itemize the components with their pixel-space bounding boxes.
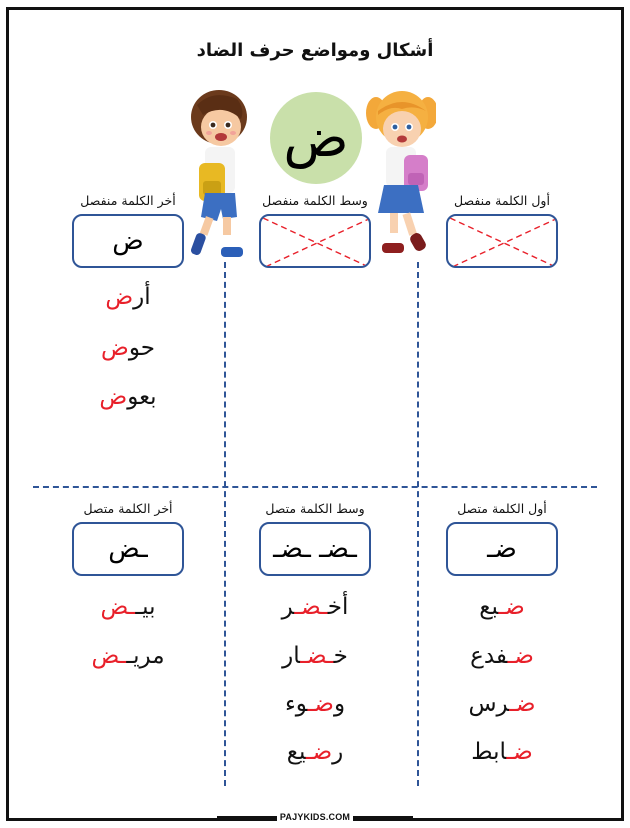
- footer-rule-right: [353, 816, 413, 818]
- form-box-end-connected: ـض: [72, 522, 184, 576]
- row-divider: [33, 486, 597, 488]
- example-word: ضـبع: [479, 594, 525, 620]
- page-title: أشكال ومواضع حرف الضاد: [196, 40, 434, 61]
- form-box-middle-separate-crossed: [259, 214, 371, 268]
- form-box-start-separate-crossed: [446, 214, 558, 268]
- label-start-separate: أول الكلمة منفصل: [454, 193, 550, 208]
- column-divider-right: [417, 262, 419, 786]
- example-word: رضـيع: [286, 739, 344, 765]
- girl-illustration-icon: [366, 85, 436, 263]
- boy-illustration-icon: [183, 85, 249, 263]
- column-divider-left: [224, 262, 226, 786]
- example-word: ضـفدع: [470, 643, 534, 669]
- label-end-connected: أخر الكلمة متصل: [83, 501, 173, 516]
- cross-out-icon: [261, 216, 371, 268]
- label-start-connected: أول الكلمة متصل: [457, 501, 547, 516]
- footer-rule-left: [217, 816, 277, 818]
- example-word: أخـضـر: [281, 594, 349, 620]
- example-word: ضـرس: [468, 691, 536, 717]
- example-word: ضـابط: [471, 739, 533, 765]
- footer-brand: [0, 810, 630, 824]
- label-middle-separate: وسط الكلمة منفصل: [262, 193, 368, 208]
- cross-out-icon: [448, 216, 558, 268]
- example-word: مريــض: [91, 643, 165, 669]
- label-end-separate: أخر الكلمة منفصل: [80, 193, 176, 208]
- brand-text: PAJYKIDS.COM: [277, 812, 353, 822]
- example-word: بعوض: [99, 384, 157, 410]
- form-box-middle-connected: ـضـ ـضـ: [259, 522, 371, 576]
- form-box-end-separate: ض: [72, 214, 184, 268]
- letter-circle: ض: [270, 92, 362, 184]
- example-word: بيــض: [100, 594, 156, 620]
- example-word: أرض: [105, 284, 151, 310]
- example-word: خـضـار: [282, 643, 348, 669]
- example-word: حوض: [101, 335, 155, 361]
- label-middle-connected: وسط الكلمة متصل: [265, 501, 365, 516]
- example-word: وضـوء: [284, 691, 346, 717]
- form-box-start-connected: ضـ: [446, 522, 558, 576]
